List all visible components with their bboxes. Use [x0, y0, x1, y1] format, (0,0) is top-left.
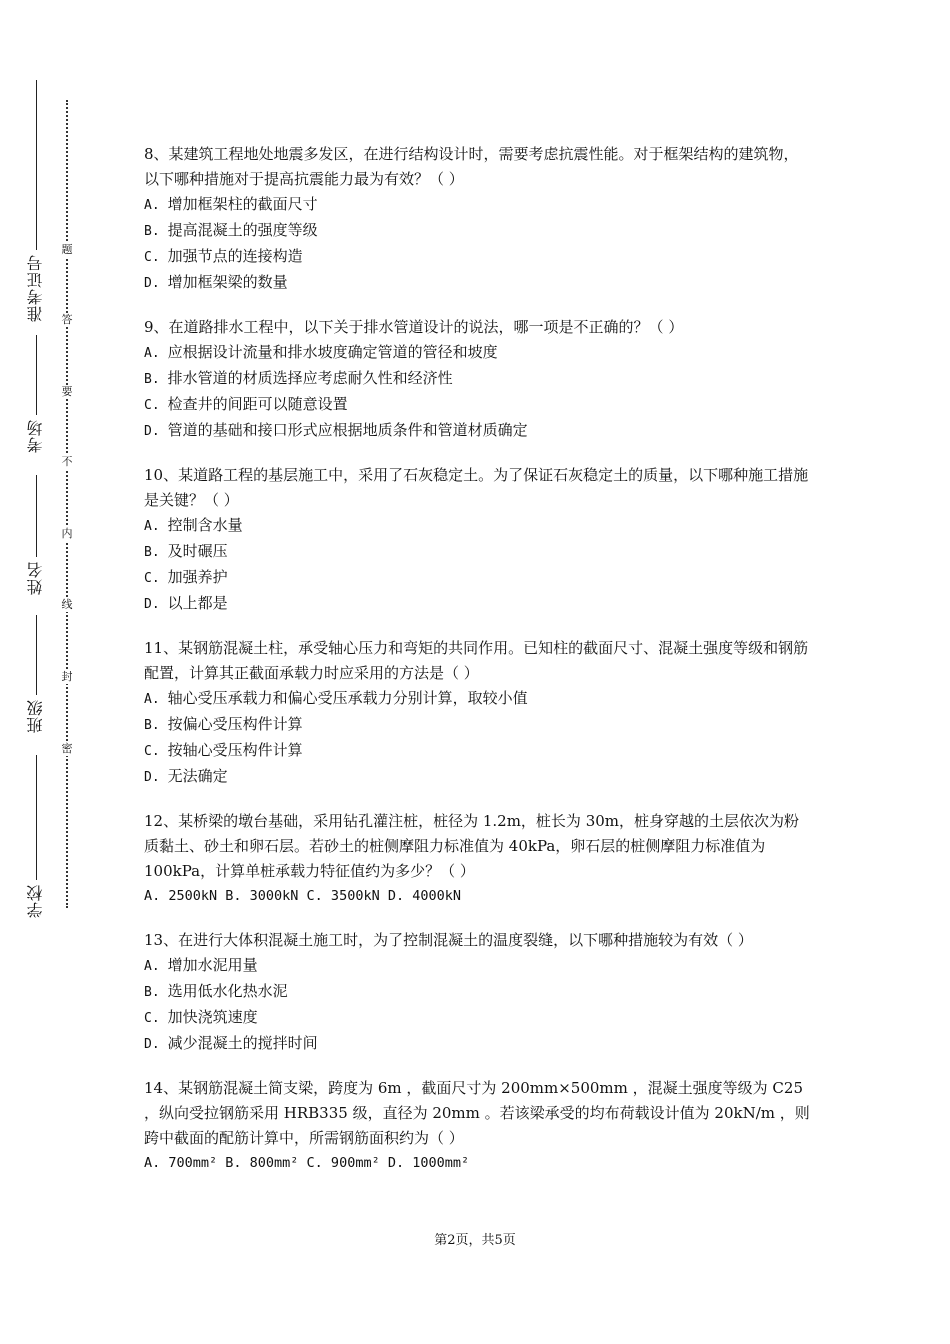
seal-char: 不 — [58, 455, 76, 469]
option-d: D. 增加框架梁的数量 — [144, 273, 288, 291]
option-a: A. 轴心受压承载力和偏心受压承载力分别计算，取较小值 — [144, 689, 528, 707]
option-a: A. 增加水泥用量 — [144, 956, 258, 974]
school-label: 学校 — [26, 884, 45, 918]
question-stem: 13、在进行大体积混凝土施工时，为了控制混凝土的温度裂缝，以下哪种措施较为有效（ ） — [144, 931, 753, 949]
page-number: 第2页，共5页 — [434, 1233, 516, 1248]
binding-margin — [18, 80, 54, 930]
class-label: 班级 — [26, 699, 45, 733]
exam-room-field — [18, 335, 54, 457]
option-b: B. 选用低水化热水泥 — [144, 982, 288, 1000]
question-9 — [144, 315, 810, 444]
option-b: B. 排水管道的材质选择应考虑耐久性和经济性 — [144, 369, 453, 387]
name-field — [18, 475, 54, 599]
exam-number-label: 准考证号 — [26, 254, 45, 322]
seal-char: 封 — [58, 670, 76, 684]
question-stem: 12、某桥梁的墩台基础，采用钻孔灌注桩，桩径为 1.2m，桩长为 30m，桩身穿越的土层依次为粉质黏土、砂土和卵石层。若砂土的桩侧摩阻力标准值为 40kPa，卵石层的桩侧摩阻力标准值为 100kPa，计算单桩承载力特征值约为多少？（ ） — [144, 812, 800, 880]
exam-number-field — [18, 80, 54, 326]
inline-options: A. 700mm² B. 800mm² C. 900mm² D. 1000mm² — [144, 1155, 470, 1171]
seal-char: 线 — [58, 598, 76, 612]
question-stem: 11、某钢筋混凝土柱，承受轴心压力和弯矩的共同作用。已知柱的截面尺寸、混凝土强度等级和钢筋配置，计算其正截面承载力时应采用的方法是（ ） — [144, 639, 809, 682]
option-d: D. 减少混凝土的搅拌时间 — [144, 1034, 318, 1052]
question-stem: 14、某钢筋混凝土简支梁，跨度为 6m ，截面尺寸为 200mm×500mm ，混凝土强度等级为 C25 ，纵向受拉钢筋采用 HRB335 级，直径为 20mm 。若该梁承受的均布荷载设计值为 20kN/m ，则跨中截面的配筋计算中，所需钢筋面积约为（ ） — [144, 1079, 810, 1147]
school-field — [18, 755, 54, 922]
option-a: A. 增加框架柱的截面尺寸 — [144, 195, 318, 213]
option-c: C. 加强节点的连接构造 — [144, 247, 303, 265]
name-label: 姓名 — [26, 561, 45, 595]
exam-room-label: 考场 — [26, 419, 45, 453]
option-d: D. 无法确定 — [144, 767, 228, 785]
option-c: C. 加强养护 — [144, 568, 228, 586]
option-d: D. 管道的基础和接口形式应根据地质条件和管道材质确定 — [144, 421, 528, 439]
question-12 — [144, 809, 810, 909]
class-field — [18, 615, 54, 737]
seal-line — [66, 100, 68, 908]
question-10 — [144, 463, 810, 617]
option-b: B. 提高混凝土的强度等级 — [144, 221, 318, 239]
seal-char: 要 — [58, 385, 76, 399]
seal-char: 内 — [58, 527, 76, 541]
option-c: C. 检查井的间距可以随意设置 — [144, 395, 348, 413]
option-c: C. 按轴心受压构件计算 — [144, 741, 303, 759]
option-a: A. 应根据设计流量和排水坡度确定管道的管径和坡度 — [144, 343, 498, 361]
option-c: C. 加快浇筑速度 — [144, 1008, 258, 1026]
question-stem: 10、某道路工程的基层施工中，采用了石灰稳定土。为了保证石灰稳定土的质量，以下哪种施工措施是关键？（ ） — [144, 466, 809, 509]
seal-char: 密 — [58, 742, 76, 756]
question-14 — [144, 1076, 810, 1176]
option-a: A. 控制含水量 — [144, 516, 243, 534]
question-stem: 8、某建筑工程地处地震多发区，在进行结构设计时，需要考虑抗震性能。对于框架结构的建筑物，以下哪种措施对于提高抗震能力最为有效？（ ） — [144, 145, 799, 188]
question-8 — [144, 142, 810, 296]
option-d: D. 以上都是 — [144, 594, 228, 612]
seal-char: 答 — [58, 313, 76, 327]
seal-char: 题 — [58, 243, 76, 257]
question-11 — [144, 636, 810, 790]
question-13 — [144, 928, 810, 1057]
inline-options: A. 2500kN B. 3000kN C. 3500kN D. 4000kN — [144, 888, 461, 904]
question-list — [144, 142, 810, 1195]
question-stem: 9、在道路排水工程中，以下关于排水管道设计的说法，哪一项是不正确的？（ ） — [144, 318, 684, 336]
option-b: B. 及时碾压 — [144, 542, 228, 560]
option-b: B. 按偏心受压构件计算 — [144, 715, 303, 733]
